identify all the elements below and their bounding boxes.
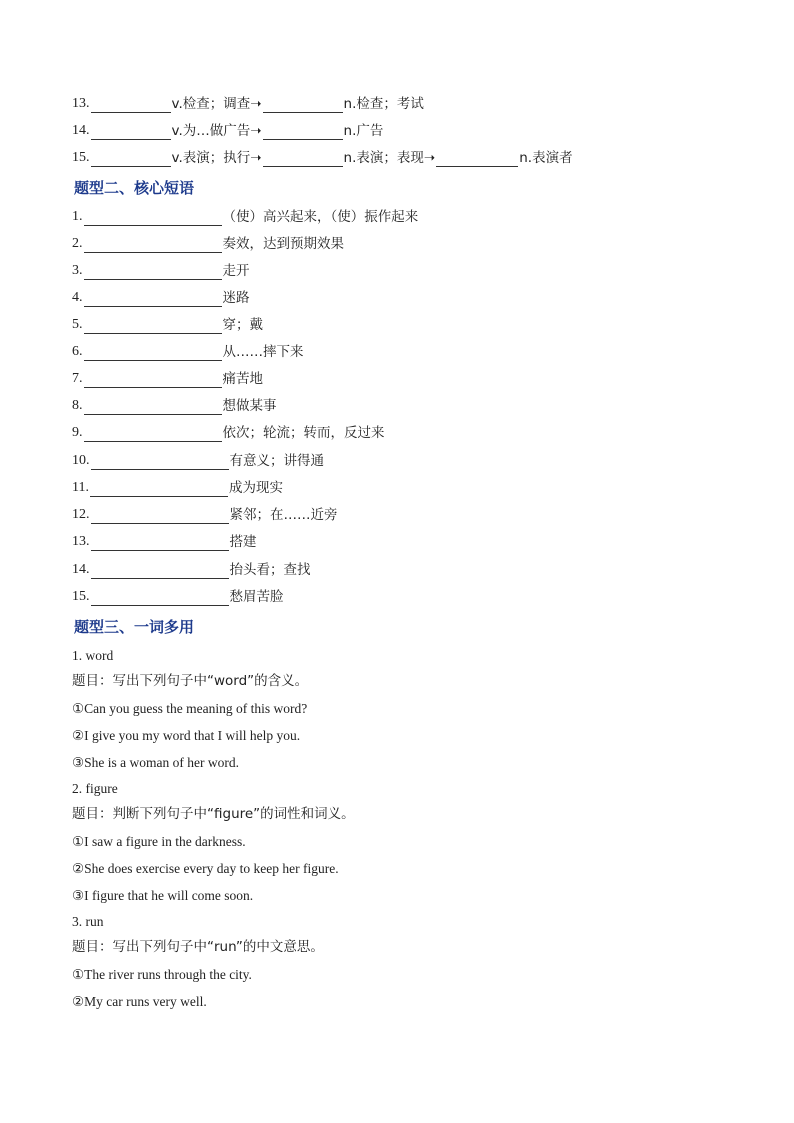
word-title: 3. run [72,914,104,929]
answer-blank[interactable] [84,346,222,361]
answer-blank[interactable] [263,152,343,167]
phrase-meaning: 从……摔下来 [222,344,304,360]
phrase-item [72,506,338,524]
answer-blank[interactable] [90,482,228,497]
item-number: 13. [72,96,90,111]
arrow-icon: ➝ [250,96,262,112]
question-prompt: 题目：写出下列句子中“run”的中文意思。 [72,939,324,955]
phrase-meaning: 想做某事 [222,398,277,414]
answer-blank[interactable] [91,536,229,551]
example-sentence: ①I saw a figure in the darkness. [72,834,246,849]
answer-blank[interactable] [84,427,222,442]
example-sentence: ②I give you my word that I will help you. [72,728,301,743]
example-sentence: ②My car runs very well. [72,994,207,1009]
answer-blank[interactable] [91,509,229,524]
phrase-item [72,208,418,226]
phrase-item [72,452,324,470]
phrase-item [72,533,257,551]
pos-meaning: n.表演；表现 [343,150,424,166]
phrase-item [72,235,344,253]
phrase-item [72,588,284,606]
answer-blank[interactable] [84,265,222,280]
section-heading-polysemy: 题型三、一词多用 [74,618,195,636]
phrase-meaning: 搭建 [229,534,257,550]
phrase-item [72,370,263,388]
item-number: 2. [72,236,83,251]
arrow-icon: ➝ [250,150,262,166]
example-sentence: ①The river runs through the city. [72,967,252,982]
phrase-item [72,262,250,280]
phrase-meaning: 依次；轮流；转而，反过来 [222,425,385,441]
answer-blank[interactable] [84,373,222,388]
answer-blank[interactable] [84,292,222,307]
pos-meaning: n.检查；考试 [343,96,424,112]
phrase-item [72,289,250,307]
pos-meaning: n.广告 [343,123,384,139]
answer-blank[interactable] [91,98,171,113]
answer-blank[interactable] [91,591,229,606]
phrase-meaning: 走开 [222,263,250,279]
item-number: 8. [72,398,83,413]
arrow-icon: ➝ [250,123,262,139]
item-number: 11. [72,480,89,495]
answer-blank[interactable] [91,125,171,140]
example-sentence: ③She is a woman of her word. [72,755,239,770]
phrase-item [72,397,277,415]
phrase-item [72,561,311,579]
phrase-item [72,479,283,497]
answer-blank[interactable] [84,211,222,226]
example-sentence: ③I figure that he will come soon. [72,888,254,903]
phrase-meaning: 奏效，达到预期效果 [222,236,344,252]
phrase-meaning: （使）高兴起来，（使）振作起来 [222,209,419,225]
vocab-row-13 [72,95,424,113]
answer-blank[interactable] [263,125,343,140]
answer-blank[interactable] [91,152,171,167]
pos-meaning: v.检查；调查 [171,96,251,112]
item-number: 13. [72,534,90,549]
phrase-meaning: 有意义；讲得通 [229,453,324,469]
phrase-meaning: 紧邻；在……近旁 [229,507,338,523]
phrase-meaning: 迷路 [222,290,250,306]
phrase-meaning: 穿；戴 [222,317,263,333]
pos-meaning: v.表演；执行 [171,150,251,166]
item-number: 4. [72,290,83,305]
answer-blank[interactable] [91,455,229,470]
pos-meaning: n.表演者 [519,150,573,166]
pos-meaning: v.为…做广告 [171,123,251,139]
example-sentence: ②She does exercise every day to keep her figure. [72,861,339,876]
question-prompt: 题目：判断下列句子中“figure”的词性和词义。 [72,806,355,822]
phrase-item [72,316,263,334]
phrase-item [72,343,304,361]
phrase-meaning: 抬头看；查找 [229,562,311,578]
phrase-meaning: 痛苦地 [222,371,263,387]
word-title: 1. word [72,648,114,663]
phrase-meaning: 成为现实 [228,480,283,496]
answer-blank[interactable] [84,238,222,253]
vocab-row-14 [72,122,383,140]
item-number: 9. [72,425,83,440]
item-number: 1. [72,209,83,224]
answer-blank[interactable] [91,564,229,579]
phrase-meaning: 愁眉苦脸 [229,589,284,605]
vocab-row-15 [72,149,573,167]
section-heading-phrases: 题型二、核心短语 [74,179,195,197]
item-number: 15. [72,589,90,604]
item-number: 12. [72,507,90,522]
word-title: 2. figure [72,781,118,796]
arrow-icon: ➝ [423,150,436,166]
answer-blank[interactable] [84,400,222,415]
answer-blank[interactable] [436,152,518,167]
item-number: 15. [72,150,90,165]
item-number: 6. [72,344,83,359]
item-number: 14. [72,123,90,138]
phrase-item [72,424,385,442]
question-prompt: 题目：写出下列句子中“word”的含义。 [72,673,309,689]
item-number: 7. [72,371,83,386]
item-number: 3. [72,263,83,278]
answer-blank[interactable] [263,98,343,113]
item-number: 10. [72,453,90,468]
answer-blank[interactable] [84,319,222,334]
item-number: 14. [72,562,90,577]
example-sentence: ①Can you guess the meaning of this word? [72,701,308,716]
item-number: 5. [72,317,83,332]
